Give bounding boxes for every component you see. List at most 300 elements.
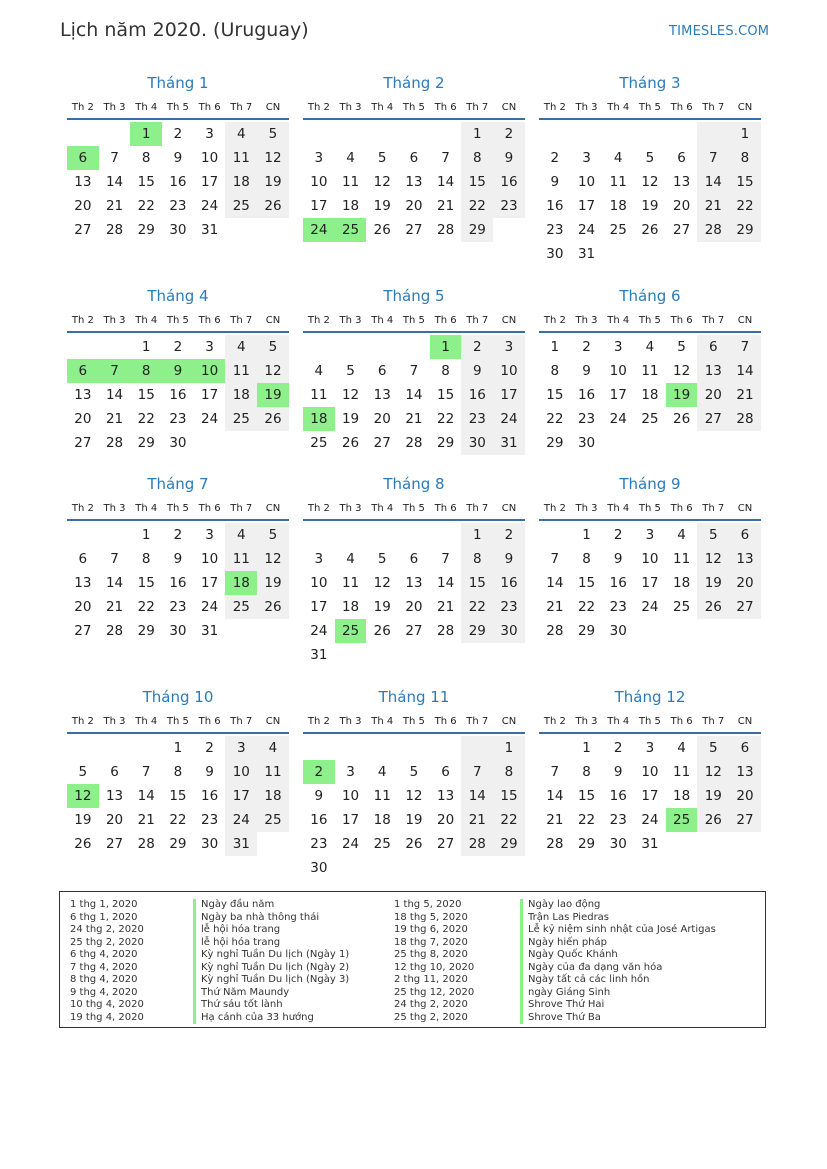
day-cell[interactable]: 28: [105, 435, 124, 451]
day-cell[interactable]: 2: [613, 740, 623, 756]
day-cell[interactable]: 12: [641, 174, 659, 190]
day-cell[interactable]: 17: [225, 784, 257, 808]
day-cell[interactable]: 7: [99, 359, 131, 383]
day-cell[interactable]: 6: [67, 359, 99, 383]
day-cell[interactable]: 20: [74, 599, 92, 615]
day-cell[interactable]: 6: [729, 523, 761, 547]
day-cell[interactable]: 15: [577, 788, 596, 804]
day-cell[interactable]: 9: [550, 174, 560, 190]
day-cell[interactable]: 4: [225, 122, 257, 146]
day-cell[interactable]: 18: [609, 198, 627, 214]
day-cell[interactable]: 27: [729, 595, 761, 619]
day-cell[interactable]: 29: [493, 832, 525, 856]
day-cell[interactable]: 18: [373, 812, 391, 828]
day-cell[interactable]: 27: [74, 222, 92, 238]
day-cell[interactable]: 15: [546, 387, 564, 403]
day-cell[interactable]: 31: [641, 836, 659, 852]
day-cell[interactable]: 7: [110, 150, 119, 166]
day-cell[interactable]: 8: [582, 764, 591, 780]
day-cell[interactable]: 19: [341, 411, 360, 427]
day-cell[interactable]: 27: [697, 407, 729, 431]
day-cell[interactable]: 25: [673, 599, 691, 615]
day-cell[interactable]: 10: [577, 174, 596, 190]
day-cell[interactable]: 27: [74, 623, 92, 639]
day-cell[interactable]: 27: [437, 836, 455, 852]
day-cell[interactable]: 26: [373, 623, 391, 639]
day-cell[interactable]: 24: [201, 599, 219, 615]
day-cell[interactable]: 8: [441, 363, 450, 379]
day-cell[interactable]: 24: [641, 812, 659, 828]
day-cell[interactable]: 8: [461, 547, 493, 571]
day-cell[interactable]: 1: [729, 122, 761, 146]
day-cell[interactable]: 14: [405, 387, 423, 403]
day-cell[interactable]: 7: [550, 764, 560, 780]
day-cell[interactable]: 26: [373, 222, 391, 238]
day-cell[interactable]: 5: [409, 764, 419, 780]
day-cell[interactable]: 10: [493, 359, 525, 383]
day-cell[interactable]: 28: [105, 222, 124, 238]
day-cell[interactable]: 23: [609, 812, 627, 828]
day-cell[interactable]: 28: [546, 623, 564, 639]
day-cell[interactable]: 19: [257, 170, 289, 194]
day-cell[interactable]: 7: [441, 551, 450, 567]
day-cell[interactable]: 13: [105, 788, 124, 804]
day-cell[interactable]: 4: [225, 523, 257, 547]
day-cell[interactable]: 15: [169, 788, 187, 804]
day-cell[interactable]: 11: [257, 760, 289, 784]
day-cell[interactable]: 18: [225, 571, 257, 595]
day-cell[interactable]: 3: [493, 335, 525, 359]
day-cell[interactable]: 9: [173, 150, 183, 166]
day-cell[interactable]: 5: [346, 363, 355, 379]
day-cell[interactable]: 16: [577, 387, 596, 403]
day-cell[interactable]: 29: [137, 623, 155, 639]
day-cell[interactable]: 24: [493, 407, 525, 431]
day-cell[interactable]: 6: [78, 551, 88, 567]
day-cell[interactable]: 20: [74, 198, 92, 214]
day-cell[interactable]: 19: [74, 812, 92, 828]
day-cell[interactable]: 22: [437, 411, 455, 427]
day-cell[interactable]: 11: [225, 547, 257, 571]
day-cell[interactable]: 9: [613, 551, 623, 567]
day-cell[interactable]: 11: [641, 363, 659, 379]
day-cell[interactable]: 25: [225, 407, 257, 431]
day-cell[interactable]: 2: [303, 760, 335, 784]
day-cell[interactable]: 25: [335, 218, 367, 242]
day-cell[interactable]: 18: [225, 383, 257, 407]
day-cell[interactable]: 29: [461, 619, 493, 643]
day-cell[interactable]: 10: [201, 551, 219, 567]
day-cell[interactable]: 11: [225, 359, 257, 383]
day-cell[interactable]: 5: [257, 335, 289, 359]
day-cell[interactable]: 24: [303, 218, 335, 242]
day-cell[interactable]: 14: [105, 387, 124, 403]
day-cell[interactable]: 15: [437, 387, 455, 403]
day-cell[interactable]: 4: [613, 150, 623, 166]
day-cell[interactable]: 6: [409, 551, 419, 567]
day-cell[interactable]: 23: [169, 198, 187, 214]
day-cell[interactable]: 16: [310, 812, 328, 828]
day-cell[interactable]: 18: [303, 407, 335, 431]
day-cell[interactable]: 26: [257, 407, 289, 431]
day-cell[interactable]: 7: [461, 760, 493, 784]
day-cell[interactable]: 21: [105, 198, 124, 214]
day-cell[interactable]: 22: [137, 198, 155, 214]
day-cell[interactable]: 10: [641, 551, 659, 567]
day-cell[interactable]: 5: [377, 150, 387, 166]
day-cell[interactable]: 24: [310, 623, 328, 639]
day-cell[interactable]: 8: [130, 359, 162, 383]
day-cell[interactable]: 23: [310, 836, 328, 852]
day-cell[interactable]: 5: [377, 551, 387, 567]
day-cell[interactable]: 27: [74, 435, 92, 451]
day-cell[interactable]: 20: [405, 599, 423, 615]
day-cell[interactable]: 17: [641, 788, 659, 804]
day-cell[interactable]: 21: [437, 599, 455, 615]
day-cell[interactable]: 1: [582, 527, 591, 543]
day-cell[interactable]: 19: [257, 383, 289, 407]
day-cell[interactable]: 21: [405, 411, 423, 427]
day-cell[interactable]: 23: [609, 599, 627, 615]
day-cell[interactable]: 9: [582, 363, 591, 379]
day-cell[interactable]: 15: [729, 170, 761, 194]
day-cell[interactable]: 25: [225, 595, 257, 619]
day-cell[interactable]: 7: [409, 363, 419, 379]
day-cell[interactable]: 16: [546, 198, 564, 214]
day-cell[interactable]: 14: [546, 575, 564, 591]
day-cell[interactable]: 17: [201, 387, 219, 403]
day-cell[interactable]: 20: [673, 198, 691, 214]
day-cell[interactable]: 1: [461, 122, 493, 146]
day-cell[interactable]: 28: [697, 218, 729, 242]
day-cell[interactable]: 28: [461, 832, 493, 856]
day-cell[interactable]: 27: [673, 222, 691, 238]
day-cell[interactable]: 14: [105, 575, 124, 591]
day-cell[interactable]: 18: [341, 198, 360, 214]
day-cell[interactable]: 31: [493, 431, 525, 455]
day-cell[interactable]: 25: [373, 836, 391, 852]
day-cell[interactable]: 8: [550, 363, 560, 379]
day-cell[interactable]: 15: [137, 575, 155, 591]
day-cell[interactable]: 30: [310, 860, 328, 876]
day-cell[interactable]: 21: [546, 812, 564, 828]
day-cell[interactable]: 5: [78, 764, 88, 780]
day-cell[interactable]: 18: [257, 784, 289, 808]
day-cell[interactable]: 27: [105, 836, 124, 852]
day-cell[interactable]: 3: [205, 126, 214, 142]
day-cell[interactable]: 2: [550, 150, 560, 166]
day-cell[interactable]: 1: [130, 122, 162, 146]
day-cell[interactable]: 30: [609, 836, 627, 852]
day-cell[interactable]: 11: [341, 575, 360, 591]
day-cell[interactable]: 2: [205, 740, 214, 756]
day-cell[interactable]: 24: [341, 836, 360, 852]
day-cell[interactable]: 10: [194, 359, 226, 383]
day-cell[interactable]: 31: [201, 623, 219, 639]
day-cell[interactable]: 15: [137, 174, 155, 190]
day-cell[interactable]: 17: [641, 575, 659, 591]
day-cell[interactable]: 9: [162, 359, 194, 383]
day-cell[interactable]: 21: [137, 812, 155, 828]
day-cell[interactable]: 13: [729, 547, 761, 571]
day-cell[interactable]: 30: [169, 435, 187, 451]
day-cell[interactable]: 9: [314, 788, 324, 804]
day-cell[interactable]: 11: [373, 788, 391, 804]
day-cell[interactable]: 5: [257, 523, 289, 547]
day-cell[interactable]: 10: [641, 764, 659, 780]
day-cell[interactable]: 19: [405, 812, 423, 828]
day-cell[interactable]: 28: [105, 623, 124, 639]
day-cell[interactable]: 30: [546, 246, 564, 262]
day-cell[interactable]: 12: [341, 387, 360, 403]
day-cell[interactable]: 18: [225, 170, 257, 194]
day-cell[interactable]: 7: [441, 150, 450, 166]
day-cell[interactable]: 4: [257, 736, 289, 760]
day-cell[interactable]: 1: [141, 527, 151, 543]
day-cell[interactable]: 12: [257, 146, 289, 170]
day-cell[interactable]: 17: [201, 174, 219, 190]
day-cell[interactable]: 3: [314, 150, 324, 166]
day-cell[interactable]: 6: [677, 150, 686, 166]
day-cell[interactable]: 11: [673, 764, 691, 780]
day-cell[interactable]: 8: [493, 760, 525, 784]
day-cell[interactable]: 1: [582, 740, 591, 756]
day-cell[interactable]: 1: [173, 740, 183, 756]
day-cell[interactable]: 26: [257, 194, 289, 218]
day-cell[interactable]: 14: [105, 174, 124, 190]
day-cell[interactable]: 25: [225, 194, 257, 218]
day-cell[interactable]: 22: [137, 599, 155, 615]
day-cell[interactable]: 18: [673, 575, 691, 591]
day-cell[interactable]: 16: [461, 383, 493, 407]
day-cell[interactable]: 23: [493, 595, 525, 619]
day-cell[interactable]: 19: [373, 198, 391, 214]
day-cell[interactable]: 8: [582, 551, 591, 567]
day-cell[interactable]: 25: [666, 808, 698, 832]
day-cell[interactable]: 22: [577, 599, 596, 615]
day-cell[interactable]: 3: [314, 551, 324, 567]
day-cell[interactable]: 3: [645, 527, 655, 543]
day-cell[interactable]: 26: [341, 435, 360, 451]
day-cell[interactable]: 17: [341, 812, 360, 828]
day-cell[interactable]: 22: [546, 411, 564, 427]
day-cell[interactable]: 26: [673, 411, 691, 427]
day-cell[interactable]: 9: [205, 764, 214, 780]
day-cell[interactable]: 31: [201, 222, 219, 238]
day-cell[interactable]: 29: [461, 218, 493, 242]
day-cell[interactable]: 30: [169, 222, 187, 238]
day-cell[interactable]: 12: [257, 547, 289, 571]
day-cell[interactable]: 1: [461, 523, 493, 547]
day-cell[interactable]: 7: [141, 764, 151, 780]
day-cell[interactable]: 19: [373, 599, 391, 615]
day-cell[interactable]: 13: [74, 174, 92, 190]
day-cell[interactable]: 16: [609, 575, 627, 591]
day-cell[interactable]: 18: [641, 387, 659, 403]
day-cell[interactable]: 16: [169, 387, 187, 403]
day-cell[interactable]: 6: [441, 764, 450, 780]
day-cell[interactable]: 30: [201, 836, 219, 852]
day-cell[interactable]: 8: [141, 551, 151, 567]
day-cell[interactable]: 4: [346, 551, 355, 567]
day-cell[interactable]: 14: [137, 788, 155, 804]
day-cell[interactable]: 29: [729, 218, 761, 242]
day-cell[interactable]: 2: [173, 527, 183, 543]
day-cell[interactable]: 1: [550, 339, 560, 355]
day-cell[interactable]: 13: [405, 174, 423, 190]
day-cell[interactable]: 7: [729, 335, 761, 359]
day-cell[interactable]: 31: [310, 647, 328, 663]
day-cell[interactable]: 13: [74, 387, 92, 403]
day-cell[interactable]: 25: [257, 808, 289, 832]
day-cell[interactable]: 12: [697, 760, 729, 784]
day-cell[interactable]: 28: [546, 836, 564, 852]
day-cell[interactable]: 20: [405, 198, 423, 214]
day-cell[interactable]: 12: [373, 174, 391, 190]
day-cell[interactable]: 25: [641, 411, 659, 427]
day-cell[interactable]: 4: [677, 740, 686, 756]
day-cell[interactable]: 9: [493, 547, 525, 571]
day-cell[interactable]: 2: [173, 126, 183, 142]
day-cell[interactable]: 16: [493, 170, 525, 194]
day-cell[interactable]: 8: [461, 146, 493, 170]
day-cell[interactable]: 12: [67, 784, 99, 808]
day-cell[interactable]: 19: [697, 784, 729, 808]
day-cell[interactable]: 19: [641, 198, 659, 214]
day-cell[interactable]: 15: [493, 784, 525, 808]
day-cell[interactable]: 28: [137, 836, 155, 852]
day-cell[interactable]: 10: [310, 174, 328, 190]
day-cell[interactable]: 20: [74, 411, 92, 427]
day-cell[interactable]: 14: [729, 359, 761, 383]
day-cell[interactable]: 31: [577, 246, 596, 262]
day-cell[interactable]: 14: [461, 784, 493, 808]
day-cell[interactable]: 12: [405, 788, 423, 804]
day-cell[interactable]: 24: [641, 599, 659, 615]
day-cell[interactable]: 23: [493, 194, 525, 218]
day-cell[interactable]: 15: [577, 575, 596, 591]
day-cell[interactable]: 6: [697, 335, 729, 359]
day-cell[interactable]: 10: [310, 575, 328, 591]
day-cell[interactable]: 5: [697, 736, 729, 760]
day-cell[interactable]: 24: [201, 198, 219, 214]
day-cell[interactable]: 30: [169, 623, 187, 639]
day-cell[interactable]: 6: [409, 150, 419, 166]
day-cell[interactable]: 6: [377, 363, 387, 379]
day-cell[interactable]: 9: [461, 359, 493, 383]
day-cell[interactable]: 14: [437, 174, 455, 190]
day-cell[interactable]: 17: [310, 198, 328, 214]
day-cell[interactable]: 13: [405, 575, 423, 591]
day-cell[interactable]: 25: [609, 222, 627, 238]
day-cell[interactable]: 27: [405, 222, 423, 238]
day-cell[interactable]: 15: [137, 387, 155, 403]
day-cell[interactable]: 23: [577, 411, 596, 427]
day-cell[interactable]: 26: [641, 222, 659, 238]
day-cell[interactable]: 27: [729, 808, 761, 832]
day-cell[interactable]: 21: [546, 599, 564, 615]
day-cell[interactable]: 22: [169, 812, 187, 828]
day-cell[interactable]: 7: [550, 551, 560, 567]
day-cell[interactable]: 21: [697, 194, 729, 218]
day-cell[interactable]: 4: [645, 339, 655, 355]
day-cell[interactable]: 29: [577, 623, 596, 639]
site-link[interactable]: TIMESLES.COM: [669, 24, 770, 39]
day-cell[interactable]: 9: [173, 551, 183, 567]
day-cell[interactable]: 17: [577, 198, 596, 214]
day-cell[interactable]: 26: [697, 808, 729, 832]
day-cell[interactable]: 28: [405, 435, 423, 451]
day-cell[interactable]: 11: [673, 551, 691, 567]
day-cell[interactable]: 26: [697, 595, 729, 619]
day-cell[interactable]: 2: [582, 339, 591, 355]
day-cell[interactable]: 23: [546, 222, 564, 238]
day-cell[interactable]: 25: [310, 435, 328, 451]
day-cell[interactable]: 27: [373, 435, 391, 451]
day-cell[interactable]: 4: [346, 150, 355, 166]
day-cell[interactable]: 3: [613, 339, 623, 355]
day-cell[interactable]: 11: [225, 146, 257, 170]
day-cell[interactable]: 5: [257, 122, 289, 146]
day-cell[interactable]: 20: [729, 571, 761, 595]
day-cell[interactable]: 13: [729, 760, 761, 784]
day-cell[interactable]: 23: [169, 599, 187, 615]
day-cell[interactable]: 8: [173, 764, 183, 780]
day-cell[interactable]: 29: [137, 222, 155, 238]
day-cell[interactable]: 16: [609, 788, 627, 804]
day-cell[interactable]: 30: [493, 619, 525, 643]
day-cell[interactable]: 16: [169, 174, 187, 190]
day-cell[interactable]: 24: [609, 411, 627, 427]
day-cell[interactable]: 29: [577, 836, 596, 852]
day-cell[interactable]: 5: [697, 523, 729, 547]
day-cell[interactable]: 21: [437, 198, 455, 214]
day-cell[interactable]: 21: [729, 383, 761, 407]
day-cell[interactable]: 8: [729, 146, 761, 170]
day-cell[interactable]: 2: [173, 339, 183, 355]
day-cell[interactable]: 23: [169, 411, 187, 427]
day-cell[interactable]: 3: [645, 740, 655, 756]
day-cell[interactable]: 12: [673, 363, 691, 379]
day-cell[interactable]: 10: [609, 363, 627, 379]
day-cell[interactable]: 12: [373, 575, 391, 591]
day-cell[interactable]: 10: [225, 760, 257, 784]
day-cell[interactable]: 6: [729, 736, 761, 760]
day-cell[interactable]: 24: [201, 411, 219, 427]
day-cell[interactable]: 11: [310, 387, 328, 403]
day-cell[interactable]: 24: [225, 808, 257, 832]
day-cell[interactable]: 22: [577, 812, 596, 828]
day-cell[interactable]: 20: [697, 383, 729, 407]
day-cell[interactable]: 2: [613, 527, 623, 543]
day-cell[interactable]: 1: [141, 339, 151, 355]
day-cell[interactable]: 18: [341, 599, 360, 615]
day-cell[interactable]: 4: [314, 363, 324, 379]
day-cell[interactable]: 4: [677, 527, 686, 543]
day-cell[interactable]: 14: [546, 788, 564, 804]
day-cell[interactable]: 11: [609, 174, 627, 190]
day-cell[interactable]: 17: [310, 599, 328, 615]
day-cell[interactable]: 22: [461, 194, 493, 218]
day-cell[interactable]: 23: [461, 407, 493, 431]
day-cell[interactable]: 15: [461, 571, 493, 595]
day-cell[interactable]: 29: [169, 836, 187, 852]
day-cell[interactable]: 20: [105, 812, 124, 828]
day-cell[interactable]: 8: [141, 150, 151, 166]
day-cell[interactable]: 2: [493, 122, 525, 146]
day-cell[interactable]: 27: [405, 623, 423, 639]
day-cell[interactable]: 25: [335, 619, 367, 643]
